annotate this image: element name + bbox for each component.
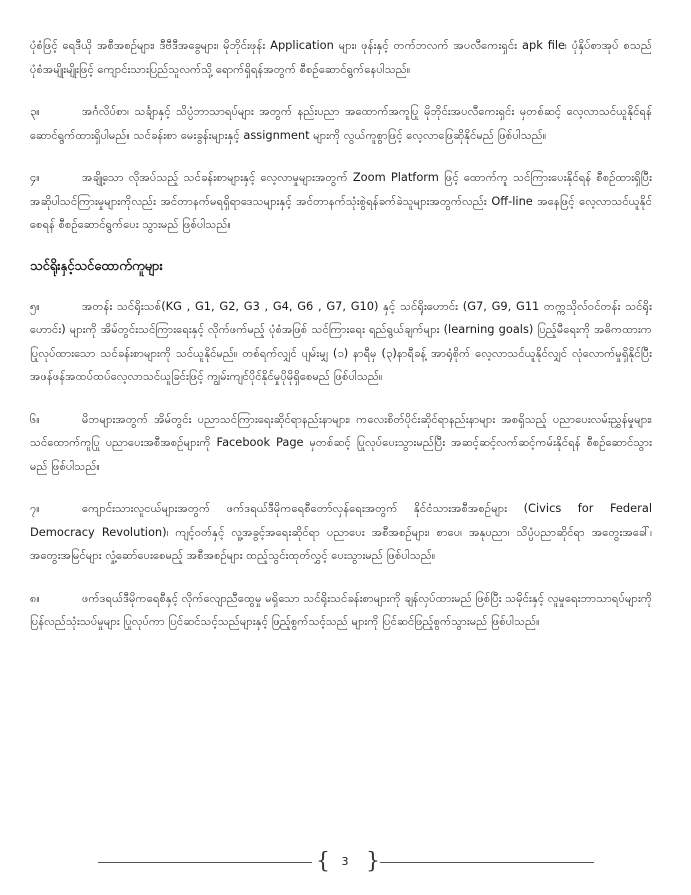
paragraph-text: အချို့သော လိုအပ်သည့် သင်ခန်းစာများနှင့် လေ့လာမှုများအတွက် Zoom Platform ဖြင့် ထောက်ကူ သင်ကြားပေးနိုင်ရန် စီစဉ်ထားရှိပြီး အဆိုပါသင်ကြားမှုများကိုလည်း အင်တာနက်မရရှိရာဒေသများနှင့် အင်တာနက်သုံးစွဲရန်ခက်ခဲသူများအတွက်လည်း Off-line အနေဖြင့် လေ့လာသင်ယူနိုင်စေရန် စီစဉ်ဆောင်ရွက်ပေး သွားမည် ဖြစ်ပါသည်။ bbox=[30, 170, 652, 231]
paragraph-number: ၆။ bbox=[30, 411, 40, 426]
page-footer bbox=[0, 851, 691, 873]
paragraph-number: ၃။ bbox=[30, 104, 40, 118]
footer-rule-left bbox=[98, 862, 312, 863]
paragraph-number: ၈။ bbox=[30, 590, 40, 605]
paragraph-text: အတန်း သင်ရိုးသစ်(KG , G1, G2, G3 , G4, G6 , G7, G10) နှင့် သင်ရိုးဟောင်း (G7, G9, G11 တက္ကသိုလ်ဝင်တန်း သင်ရိုးဟောင်း) များကို အိမ်တွင်းသင်ကြားရေးနှင့် လိုက်ဖက်မည့် ပုံစံအဖြစ် သင်ကြားရေး ရည်ရွယ်ချက်များ (learning goals) ပြည့်မီရေးကို အဓိကထားက ပြုလုပ်ထားသော သင်ခန်းစာများကို သင်ယူနိုင်မည်။ တစ်ရက်လျှင် ပျမ်းမျှ (၁) နာရီမှ (၃)နာရီခန့် အာရုံစိုက် လေ့လာသင်ယူနိုင်လျှင် လုံလောက်မှုရှိနိုင်ပြီး အဖန်ဖန်အထပ်ထပ်လေ့လာသင်ယူခြင်းဖြင့် ကျွမ်းကျင်ပိုင်နိုင်မှုပိုမိုရှိစေမည် ဖြစ်ပါသည်။ bbox=[30, 298, 652, 383]
paragraph-text: မိဘများအတွက် အိမ်တွင်း ပညာသင်ကြားရေးဆိုင်ရာနည်းနာများ၊ ကလေးစိတ်ပိုင်းဆိုင်ရာနည်းနာများ အစရှိသည့် ပညာပေးလမ်းညွှန်မှုများ၊ သင်ထောက်ကူပြု ပညာပေးအစီအစဉ်များကို Facebook Page မှတစ်ဆင့် ပြုလုပ်ပေးသွားမည်ပြီး အဆင့်ဆင့်လက်ဆင့်ကမ်းနိုင်ရန် စီစဉ်ဆောင်သွားမည် ဖြစ်ပါသည်။ bbox=[30, 411, 652, 473]
paragraph-number: ၄။ bbox=[30, 170, 40, 184]
paragraph-5 bbox=[30, 295, 652, 389]
footer-brace-right: } bbox=[366, 849, 380, 874]
page-number: 3 bbox=[341, 855, 349, 868]
paragraph-7 bbox=[30, 497, 652, 568]
document-page bbox=[30, 34, 652, 653]
paragraph-continued bbox=[30, 34, 652, 81]
paragraph-text: ဖက်ဒရယ်ဒီမိုကရေစီနှင့် လိုက်လျောညီထွေမှု မရှိသော သင်ရိုးသင်ခန်းစာများကို ချန်လှပ်ထားမည် ဖြစ်ပြီး သမိုင်းနှင့် လူမှုရေးဘာသာရပ်များကို ပြန်လည်သုံးသပ်မှုများ ပြုလုပ်ကာ ပြင်ဆင်သင့်သည်များနှင့် ဖြည့်စွက်သင့်သည် များကို ပြင်ဆင်ဖြည့်စွက်သွားမည် ဖြစ်ပါသည်။ bbox=[30, 590, 652, 628]
paragraph-text: အင်္ဂလိပ်စာ၊ သင်္ချာနှင့် သိပ္ပံဘာသာရပ်များ အတွက် နည်းပညာ အထောက်အကူပြု မိုဘိုင်းအပလီကေးရှင်း မှတစ်ဆင့် လေ့လာသင်ယူနိုင်ရန် ဆောင်ရွက်ထားရှိပါမည်။ သင်ခန်းစာ မေးခွန်းများနှင့် assignment များကို လွယ်ကူစွာဖြင့် လေ့လာဖြေဆိုနိုင်မည် ဖြစ်ပါသည်။ bbox=[30, 104, 652, 142]
section-heading: သင်ရိုးနှင့်သင်ထောက်ကူများ bbox=[30, 258, 163, 274]
paragraph-3 bbox=[30, 100, 652, 147]
paragraph-number: ၇။ bbox=[30, 501, 40, 515]
paragraph-4 bbox=[30, 166, 652, 237]
paragraph-8 bbox=[30, 587, 652, 634]
paragraph-number: ၅။ bbox=[30, 298, 40, 313]
footer-brace-left: { bbox=[316, 849, 330, 874]
paragraph-text: ကျောင်းသားလူငယ်များအတွက် ဖက်ဒရယ်ဒီမိုကရေစီတော်လှန်ရေးအတွက် နိုင်ငံသားအစီအစဉ်များ (Civics for Federal Democracy Revolution)၊ ကျင့်ဝတ်နှင့် လူ့အခွင့်အရေးဆိုင်ရာ ပညာပေး အစီအစဉ်များ၊ စာပေ၊ အနုပညာ၊ သိပ္ပံပညာဆိုင်ရာ အတွေးအခေါ်၊ အတွေးအမြင်များ လှုံ့ဆော်ပေးစေမည့် အစီအစဉ်များ ထည့်သွင်းထုတ်လွှင့် ပေးသွားမည် ဖြစ်ပါသည်။ bbox=[30, 501, 652, 562]
paragraph-text: ပုံစံဖြင့် ရေဒီယို အစီအစဉ်များ၊ ဒီဗီဒီအခွေများ၊ မိုဘိုင်းဖုန်း Application များ၊ ဖုန်းနှင့် တက်ဘလက် အပလီကေးရှင်း apk file၊ ပုံနှိပ်စာအုပ် စသည် ပုံစံအမျိုးမျိုးဖြင့် ကျောင်းသားပြည်သူလက်သို့ ရောက်ရှိရန်အတွက် စီစဉ်ဆောင်ရွက်နေပါသည်။ bbox=[30, 38, 652, 76]
footer-rule-right bbox=[380, 862, 594, 863]
paragraph-6 bbox=[30, 408, 652, 479]
